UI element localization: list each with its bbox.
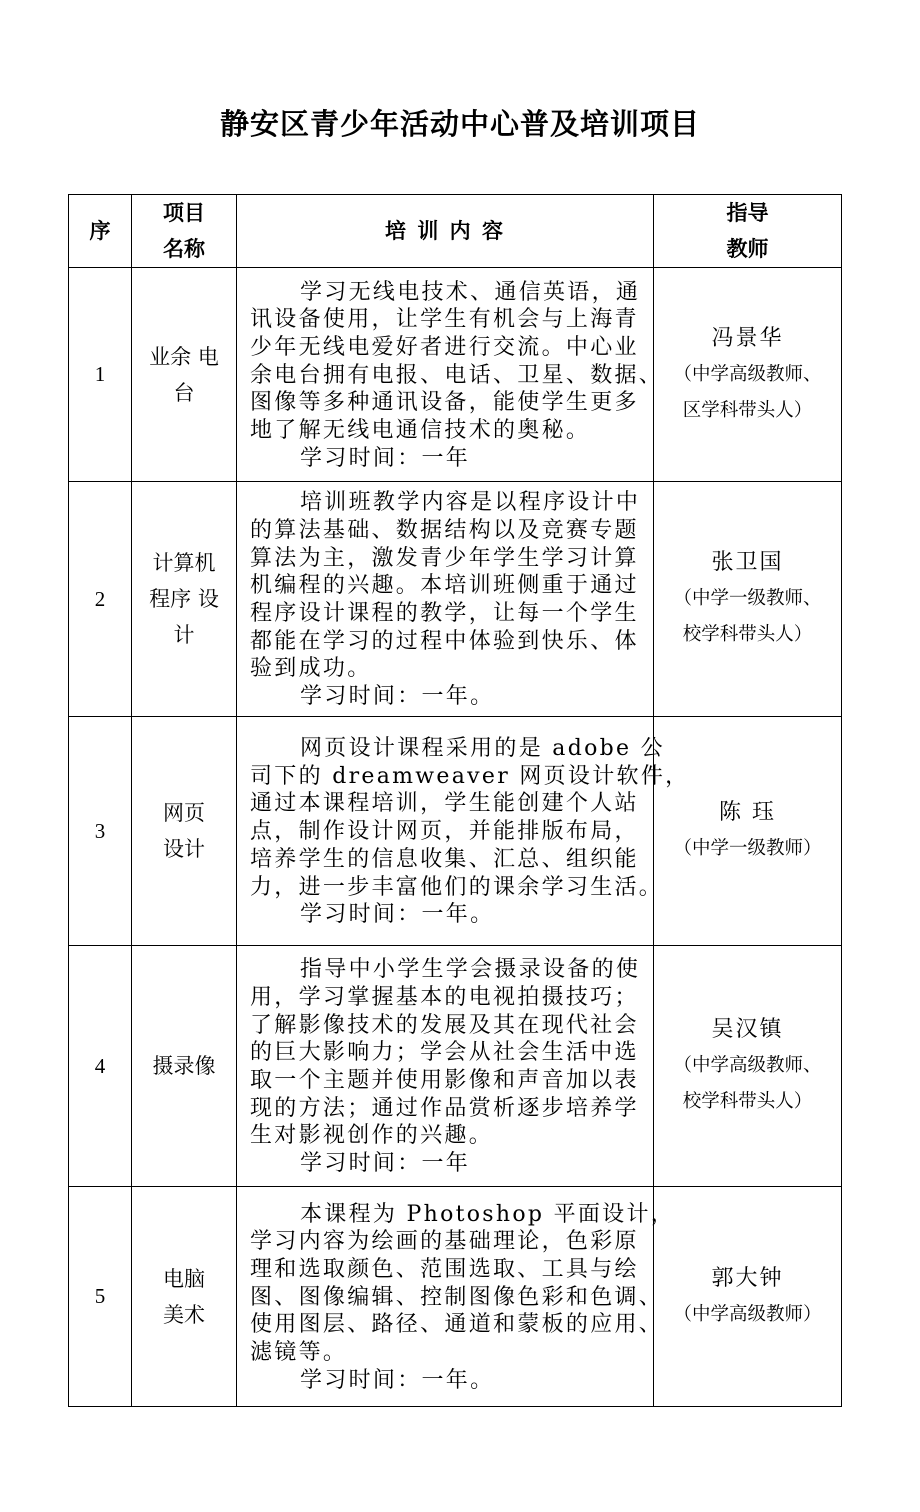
teacher-name: 冯景华 xyxy=(711,325,784,351)
teacher-name: 张卫国 xyxy=(711,550,784,575)
teacher-title: （中学高级教师、 xyxy=(673,363,822,385)
project-name xyxy=(132,946,237,1187)
teacher-title: 校学科带头人） xyxy=(682,1091,813,1112)
training-content xyxy=(237,717,690,946)
content-line: 讯设备使用，让学生有机会与上海青 xyxy=(250,307,639,333)
content-line: 了解影像技术的发展及其在现代社会 xyxy=(250,1012,639,1038)
content-line: 的巨大影响力；学会从社会生活中选 xyxy=(250,1040,639,1066)
project-name-line: 设计 xyxy=(163,837,205,861)
header-num: 序 xyxy=(69,195,132,268)
content-line: 现的方法；通过作品赏析逐步培养学 xyxy=(250,1095,639,1121)
project-name-line: 台 xyxy=(173,380,195,405)
header-content: 培 训 内 容 xyxy=(237,195,654,268)
content-line: 理和选取颜色、范围选取、工具与绘 xyxy=(250,1256,639,1282)
row-number: 5 xyxy=(69,1187,132,1407)
teacher-cell xyxy=(654,946,842,1187)
project-name-line: 计 xyxy=(173,623,195,647)
teacher-name: 吴汉镇 xyxy=(711,1017,784,1042)
header-name-line: 项目 xyxy=(163,201,205,225)
table-row xyxy=(69,1187,842,1407)
project-name xyxy=(132,1187,237,1407)
content-line: 算法为主，激发青少年学生学习计算 xyxy=(250,545,639,571)
content-line: 的算法基础、数据结构以及竞赛专题 xyxy=(250,517,639,543)
teacher-name: 郭大钟 xyxy=(711,1265,784,1291)
content-line: 学习无线电技术、通信英语，通 xyxy=(300,279,641,305)
header-teacher-line: 教师 xyxy=(726,237,769,261)
table-row xyxy=(69,268,842,482)
content-line: 少年无线电爱好者进行交流。中心业 xyxy=(250,334,639,360)
study-time: 学习时间：一年 xyxy=(300,445,471,471)
row-number: 4 xyxy=(69,946,132,1187)
project-name xyxy=(132,717,237,946)
content-line: 生对影视创作的兴趣。 xyxy=(250,1123,494,1149)
content-line: 使用图层、路径、通道和蒙板的应用、 xyxy=(250,1312,664,1338)
content-line: 司下的 dreamweaver 网页设计软件， xyxy=(250,763,690,789)
content-line: 地了解无线电通信技术的奥秘。 xyxy=(250,418,591,444)
content-line: 都能在学习的过程中体验到快乐、体 xyxy=(250,628,639,654)
teacher-title: （中学一级教师、 xyxy=(673,588,822,609)
training-table xyxy=(68,194,842,1407)
training-content xyxy=(237,482,654,717)
content-line: 滤镜等。 xyxy=(250,1340,348,1366)
training-content xyxy=(237,268,664,482)
content-line: 网页设计课程采用的是 adobe 公 xyxy=(300,736,665,762)
content-line: 培养学生的信息收集、汇总、组织能 xyxy=(250,846,639,872)
row-number: 1 xyxy=(69,268,132,482)
teacher-title: （中学高级教师） xyxy=(673,1303,822,1325)
project-name-line: 程序 设 xyxy=(149,587,219,611)
project-name-line: 业余 电 xyxy=(149,344,219,369)
study-time: 学习时间：一年 xyxy=(300,1151,471,1177)
teacher-title: （中学一级教师） xyxy=(673,838,822,859)
teacher-title: 区学科带头人） xyxy=(682,399,813,421)
study-time: 学习时间：一年。 xyxy=(300,684,495,710)
table-row xyxy=(69,717,842,946)
header-teacher-line: 指导 xyxy=(726,201,769,225)
row-number: 3 xyxy=(69,717,132,946)
page-title: 静安区青少年活动中心普及培训项目 xyxy=(219,107,700,141)
content-line: 图、图像编辑、控制图像色彩和色调、 xyxy=(250,1284,664,1310)
content-line: 程序设计课程的教学，让每一个学生 xyxy=(250,601,639,626)
content-line: 机编程的兴趣。本培训班侧重于通过 xyxy=(250,573,639,599)
project-name-line: 计算机 xyxy=(152,551,216,575)
header-row xyxy=(69,195,842,268)
content-line: 取一个主题并使用影像和声音加以表 xyxy=(250,1068,639,1093)
header-name-line: 名称 xyxy=(163,237,205,261)
row-number: 2 xyxy=(69,482,132,717)
content-line: 学习内容为绘画的基础理论，色彩原 xyxy=(250,1229,639,1255)
content-line: 指导中小学生学会摄录设备的使 xyxy=(300,957,641,983)
project-name xyxy=(132,482,237,717)
header-teacher xyxy=(654,195,842,268)
study-time: 学习时间：一年。 xyxy=(300,1367,495,1393)
teacher-cell xyxy=(654,268,842,482)
content-line: 培训班教学内容是以程序设计中 xyxy=(300,490,641,516)
project-name-line: 网页 xyxy=(163,801,205,825)
teacher-cell xyxy=(654,717,842,946)
project-name-line: 摄录像 xyxy=(152,1054,216,1078)
teacher-name: 陈 珏 xyxy=(719,800,776,825)
content-line: 图像等多种通讯设备，能使学生更多 xyxy=(250,390,639,416)
teacher-title: （中学高级教师、 xyxy=(673,1055,822,1076)
project-name-line: 美术 xyxy=(163,1302,205,1327)
header-name xyxy=(132,195,237,268)
study-time: 学习时间：一年。 xyxy=(300,902,495,928)
content-line: 点，制作设计网页，并能排版布局， xyxy=(250,819,639,845)
content-line: 力，进一步丰富他们的课余学习生活。 xyxy=(250,874,664,900)
teacher-cell xyxy=(654,1187,842,1407)
content-line: 本课程为 Photoshop 平面设计， xyxy=(300,1201,676,1227)
training-content xyxy=(237,946,654,1187)
teacher-cell xyxy=(654,482,842,717)
teacher-title: 校学科带头人） xyxy=(682,624,813,645)
content-line: 用，学习掌握基本的电视拍摄技巧； xyxy=(250,984,639,1010)
content-line: 验到成功。 xyxy=(250,656,372,682)
project-name-line: 电脑 xyxy=(163,1266,205,1291)
content-line: 余电台拥有电报、电话、卫星、数据、 xyxy=(250,362,664,388)
table-row xyxy=(69,946,842,1187)
content-line: 通过本课程培训，学生能创建个人站 xyxy=(250,791,639,817)
training-content xyxy=(237,1187,676,1407)
table-row xyxy=(69,482,842,717)
project-name xyxy=(132,268,237,482)
